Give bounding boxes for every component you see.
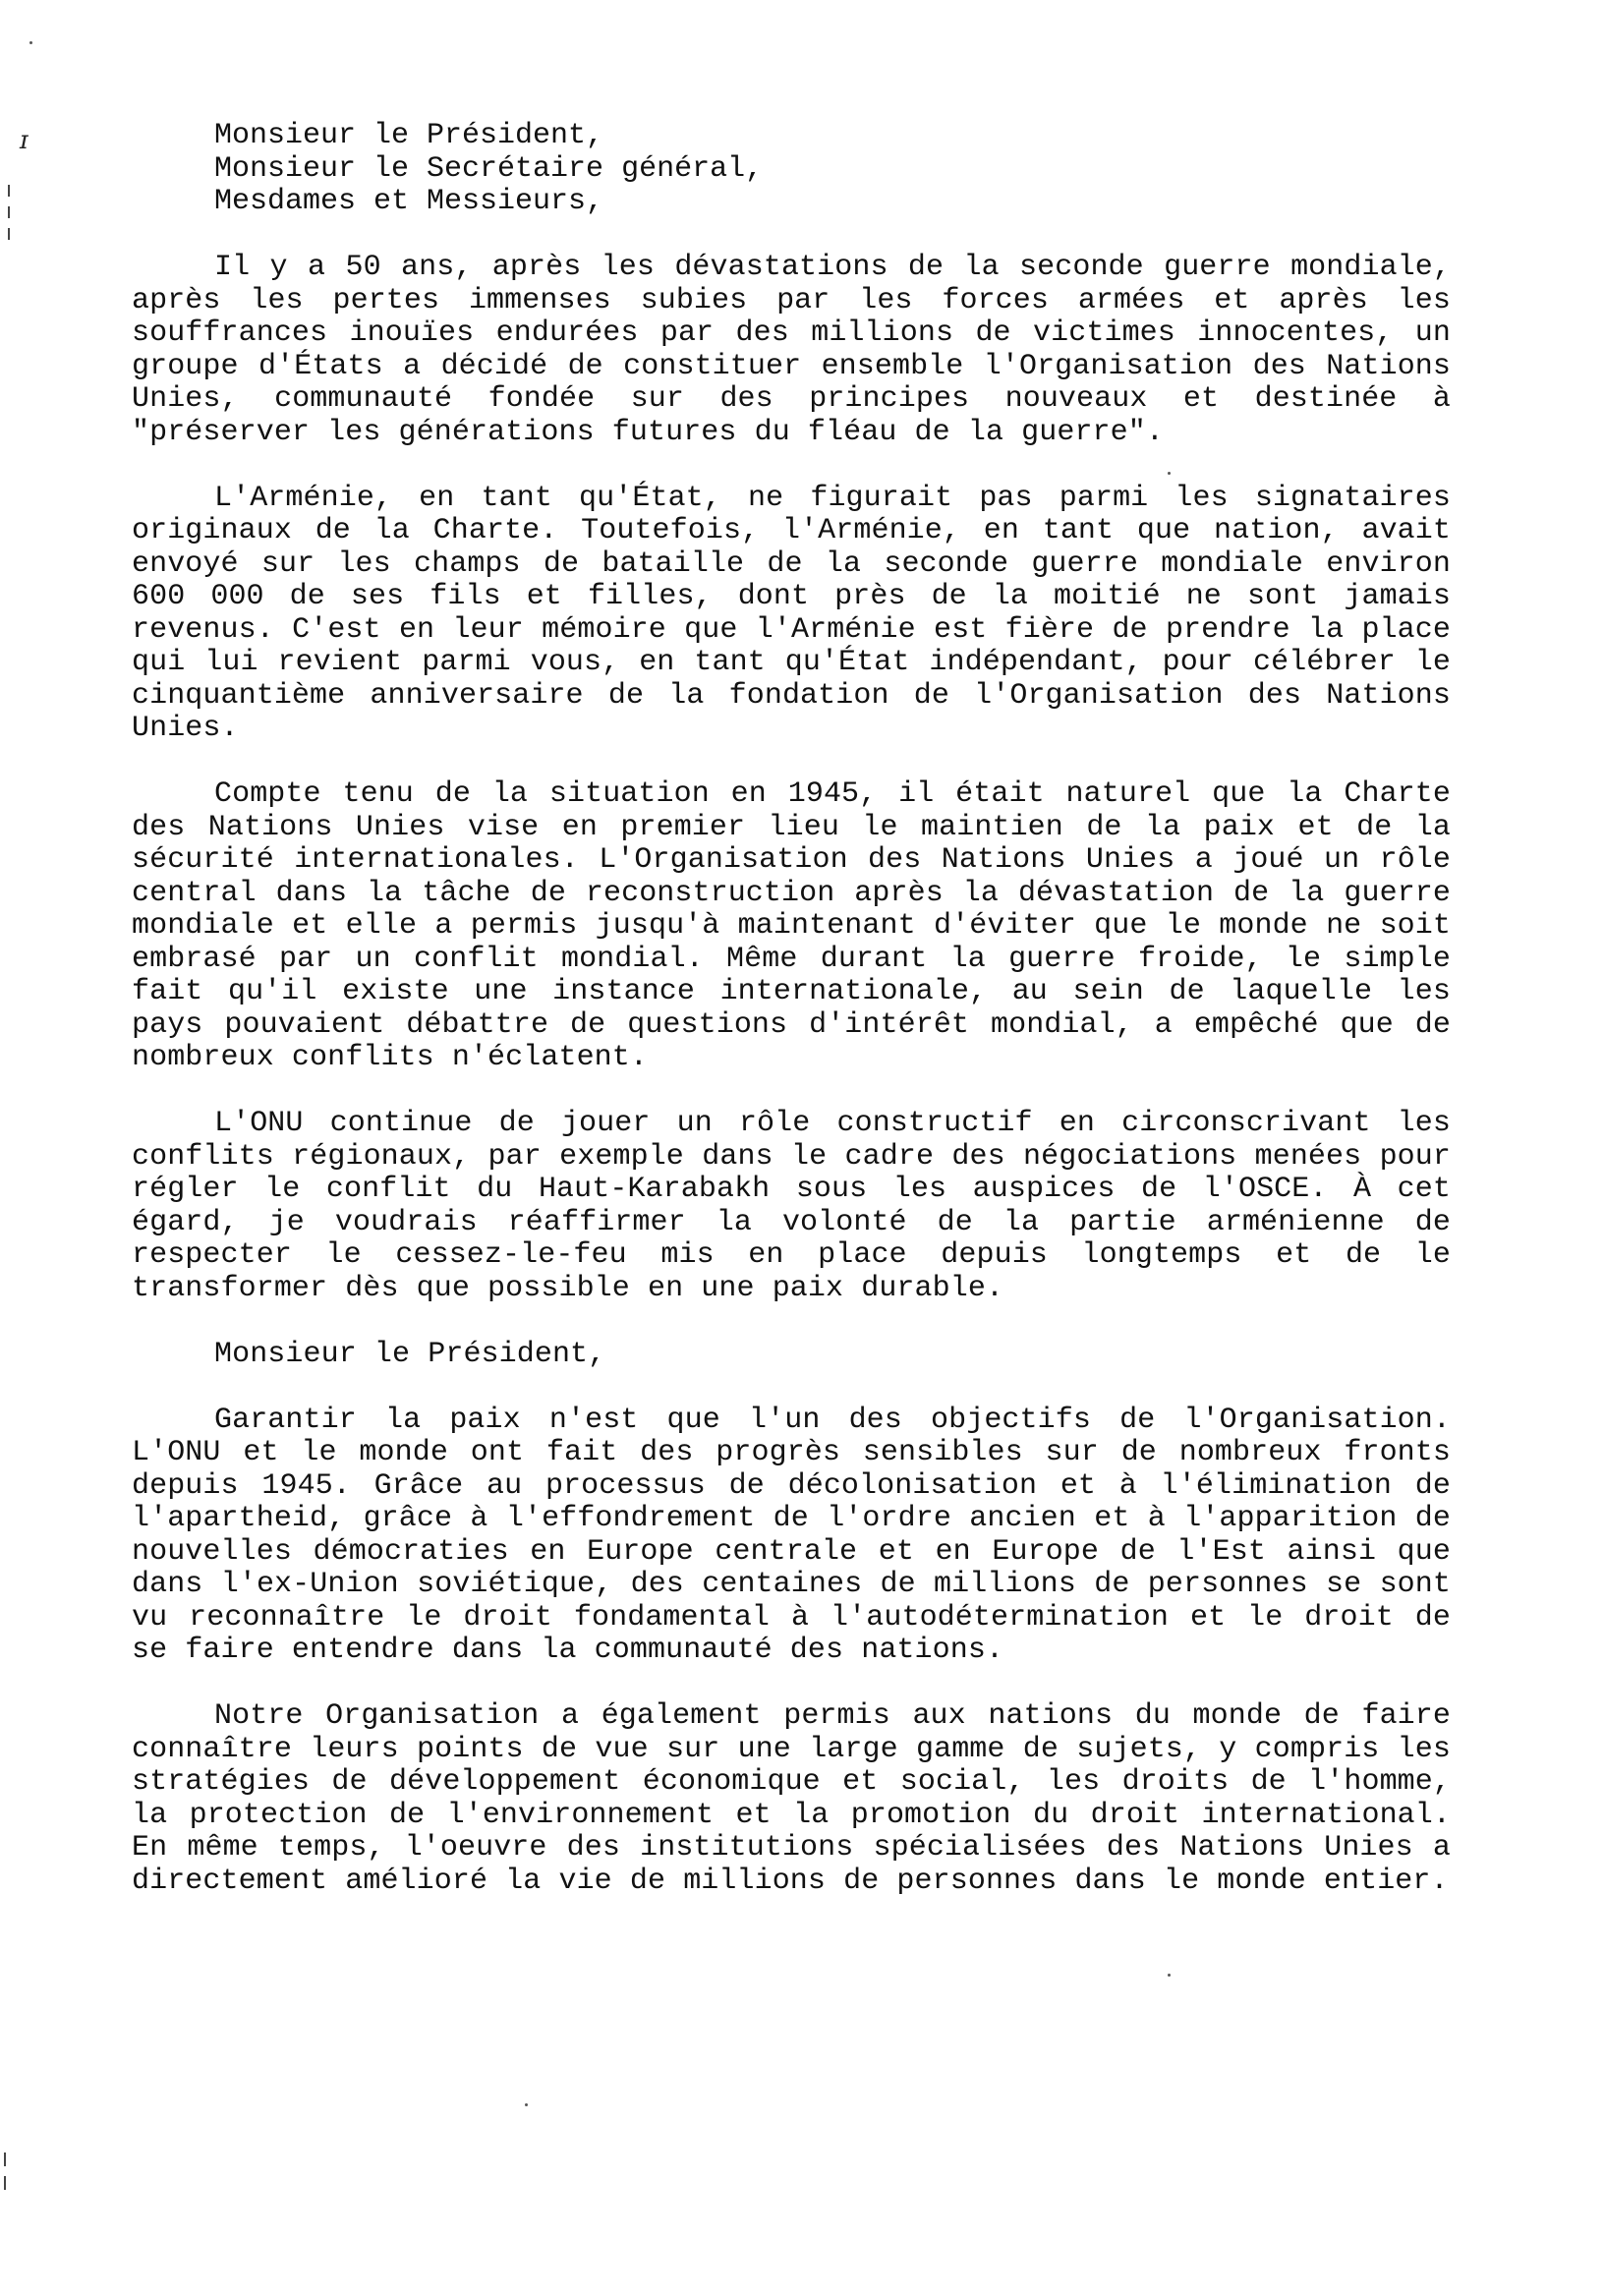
paragraph-1: Il y a 50 ans, après les dévastations de la seconde guerre mondiale, après les pertes immenses subies par les forces armées et après les souffrances inouïes endurées par des millions de victimes innocentes, un groupe d'États a décidé de constituer ensemble l'Organisation des Nations Unies, communauté fondée sur des principes nouveaux et destinée à "préserver les générations futures du fléau de la guerre". <box>132 251 1451 449</box>
salutation-audience: Mesdames et Messieurs, <box>214 185 604 218</box>
salutation-president: Monsieur le Président, <box>214 119 604 152</box>
scan-edge-mark <box>4 2152 6 2166</box>
scan-mark: ɪ <box>20 126 29 155</box>
scan-speck <box>29 41 32 44</box>
salutation-secretary-general: Monsieur le Secrétaire général, <box>214 151 764 186</box>
scan-edge-mark <box>8 228 10 240</box>
paragraph-2: L'Arménie, en tant qu'État, ne figurait pas parmi les signataires originaux de la Charte. Toutefois, l'Arménie, en tant que nation, avait envoyé sur les champs de bataille de la seconde guerre mondiale environ 600 000 de ses fils et filles, dont près de la moitié ne sont jamais revenus. C'est en leur mémoire que l'Arménie est fière de prendre la place qui lui revient parmi vous, en tant qu'État indépendant, pour célébrer le cinquantième anniversaire de la fondation de l'Organisation des Nations Unies. <box>132 481 1451 745</box>
scan-edge-mark <box>8 185 10 197</box>
salutation-block <box>132 120 1451 219</box>
paragraph-5: Garantir la paix n'est que l'un des objectifs de l'Organisation. L'ONU et le monde ont fait des progrès sensibles sur de nombreux fronts depuis 1945. Grâce au processus de décolonisation et à l'élimination de l'apartheid, grâce à l'effondrement de l'ordre ancien et à l'apparition de nouvelles démocraties en Europe centrale et en Europe de l'Est ainsi que dans l'ex-Union soviétique, des centaines de millions de personnes se sont vu reconnaître le droit fondamental à l'autodétermination et le droit de se faire entendre dans la communauté des nations. <box>132 1403 1451 1667</box>
scan-speck <box>525 2103 528 2106</box>
scan-edge-mark <box>8 206 10 218</box>
scan-edge-mark <box>4 2176 6 2190</box>
paragraph-3: Compte tenu de la situation en 1945, il était naturel que la Charte des Nations Unies vise en premier lieu le maintien de la paix et de la sécurité internationales. L'Organisation des Nations Unies a joué un rôle central dans la tâche de reconstruction après la dévastation de la guerre mondiale et elle a permis jusqu'à maintenant d'éviter que le monde ne soit embrasé par un conflit mondial. Même durant la guerre froide, le simple fait qu'il existe une instance internationale, au sein de laquelle les pays pouvaient débattre de questions d'intérêt mondial, a empêché que de nombreux conflits n'éclatent. <box>132 777 1451 1074</box>
paragraph-6: Notre Organisation a également permis aux nations du monde de faire connaître leurs points de vue sur une large gamme de sujets, y compris les stratégies de développement économique et social, les droits de l'homme, la protection de l'environnement et la promotion du droit international. En même temps, l'oeuvre des institutions spécialisées des Nations Unies a directement amélioré la vie de millions de personnes dans le monde entier. <box>132 1699 1451 1898</box>
paragraph-4: L'ONU continue de jouer un rôle constructif en circonscrivant les conflits régionaux, par exemple dans le cadre des négociations menées pour régler le conflit du Haut-Karabakh sous les auspices de l'OSCE. À cet égard, je voudrais réaffirmer la volonté de la partie arménienne de respecter le cessez-le-feu mis en place depuis longtemps et de le transformer dès que possible en une paix durable. <box>132 1107 1451 1305</box>
address-president: Monsieur le Président, <box>214 1337 606 1371</box>
scan-speck <box>1168 1974 1171 1977</box>
letter-body <box>132 120 1451 1898</box>
